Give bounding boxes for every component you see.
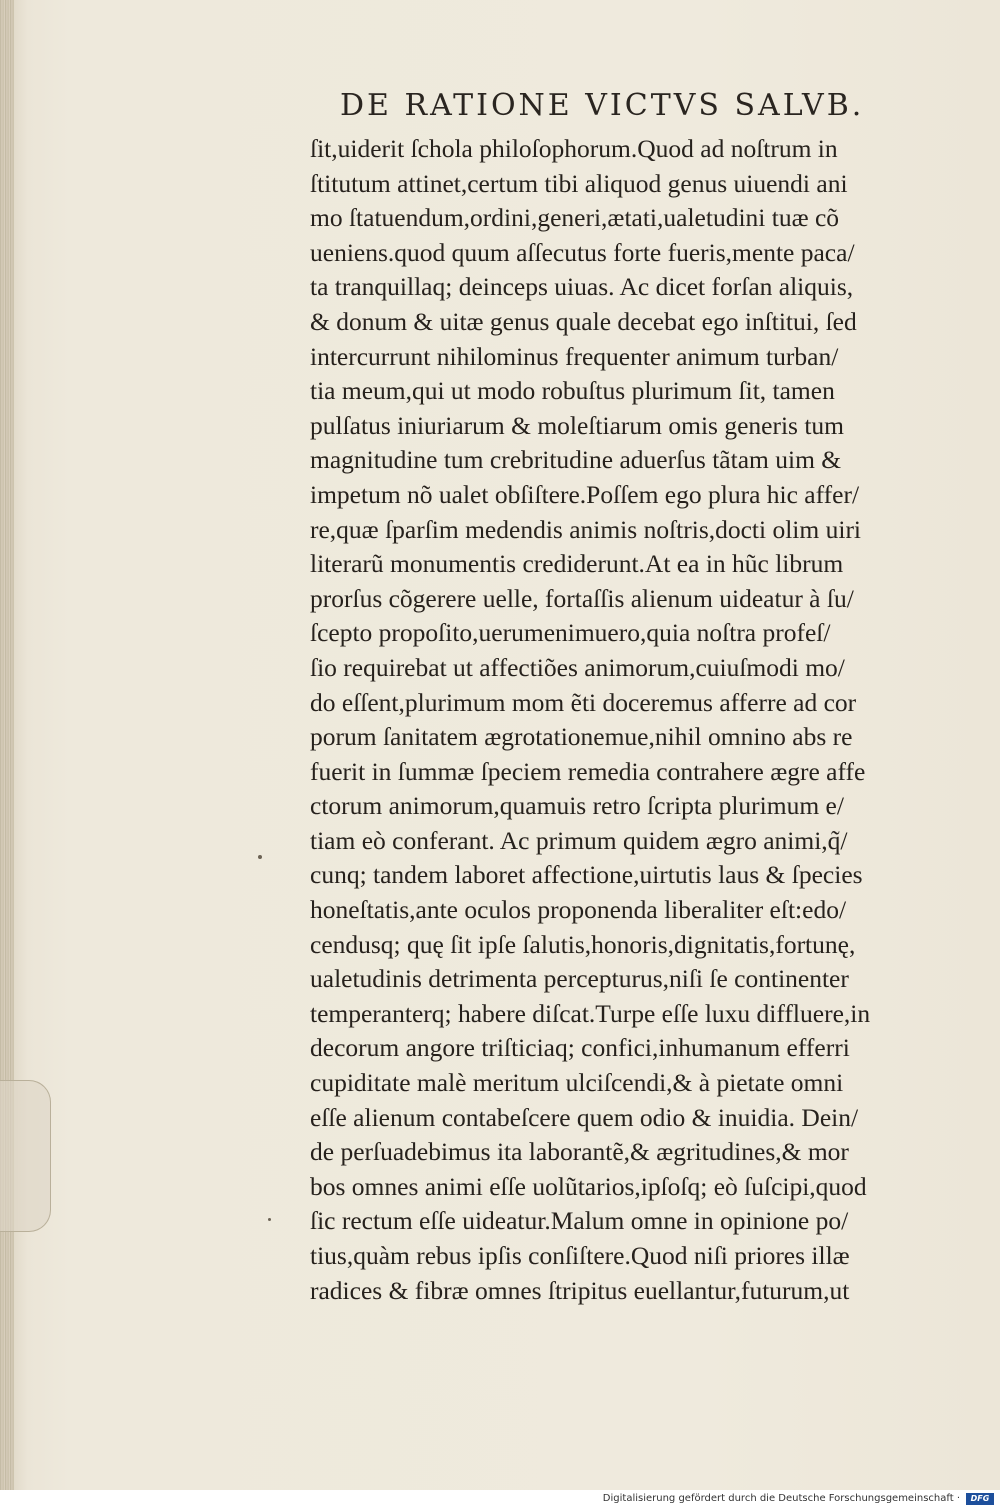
body-text bbox=[310, 132, 950, 1308]
running-head: DE RATIONE VICTVS SALVB. bbox=[340, 88, 865, 123]
text-line: impetum nõ ualet obſiſtere.Poſſem ego plura hic affer/ bbox=[310, 479, 860, 509]
text-line: ſio requirebat ut affectiões animorum,cuiuſmodi mo/ bbox=[310, 652, 845, 682]
digitization-footer bbox=[0, 1490, 1000, 1508]
text-line: re,quæ ſparſim medendis animis noſtris,docti olim uiri bbox=[310, 514, 862, 544]
text-line: pulſatus iniuriarum & moleſtiarum omis generis tum bbox=[310, 410, 845, 440]
text-line: bos omnes animi eſſe uolũtarios,ipſoſq; eò ſuſcipi,quod bbox=[310, 1171, 867, 1201]
text-line: de perſuadebimus ita laborantẽ,& ægritudines,& mor bbox=[310, 1137, 849, 1167]
text-line: ſtitutum attinet,certum tibi aliquod genus uiuendi ani bbox=[310, 168, 848, 198]
text-line: fuerit in ſummæ ſpeciem remedia contrahere ægre affe bbox=[310, 756, 866, 786]
text-line: tius,quàm rebus ipſis conſiſtere.Quod niſi priores illæ bbox=[310, 1241, 850, 1270]
page-tab-mark bbox=[0, 1080, 51, 1232]
text-line: ualetudinis detrimenta percepturus,niſi ſe continenter bbox=[310, 964, 849, 994]
text-line: prorſus cõgerere uelle, fortaſſis alienum uideatur à ſu/ bbox=[310, 583, 854, 613]
text-line: ſit,uiderit ſchola philoſophorum.Quod ad noſtrum in bbox=[310, 134, 838, 163]
ink-speck bbox=[268, 1218, 271, 1221]
text-line: ſcepto propoſito,uerumenimuero,quia noſtra profeſ/ bbox=[310, 618, 831, 648]
text-line: cupiditate malè meritum ulciſcendi,& à pietate omni bbox=[310, 1068, 844, 1098]
text-line: literarũ monumentis crediderunt.At ea in hũc librum bbox=[310, 549, 844, 579]
text-line: ſic rectum eſſe uideatur.Malum omne in opinione po/ bbox=[310, 1206, 849, 1236]
text-line: ta tranquillaq; deinceps uiuas. Ac dicet forſan aliquis, bbox=[310, 272, 854, 302]
text-line: mo ſtatuendum,ordini,generi,ætati,ualetudini tuæ cõ bbox=[310, 203, 840, 233]
text-line: ctorum animorum,quamuis retro ſcripta plurimum e/ bbox=[310, 791, 844, 821]
text-line: intercurrunt nihilominus frequenter animum turban/ bbox=[310, 341, 839, 371]
text-line: honeſtatis,ante oculos proponenda liberaliter eſt:edo/ bbox=[310, 895, 847, 925]
text-line: eſſe alienum contabeſcere quem odio & inuidia. Dein/ bbox=[310, 1102, 859, 1132]
text-line: tiam eò conferant. Ac primum quidem ægro animi,q̃/ bbox=[310, 825, 848, 855]
text-line: do eſſent,plurimum mom ẽti doceremus afferre ad cor bbox=[310, 687, 857, 717]
text-line: porum ſanitatem ægrotationemue,nihil omnino abs re bbox=[310, 722, 853, 752]
footer-credit: Digitalisierung gefördert durch die Deutsche Forschungsgemeinschaft · bbox=[602, 1493, 960, 1504]
dfg-logo: DFG bbox=[966, 1493, 994, 1505]
text-line: cendusq; quę ſit ipſe ſalutis,honoris,dignitatis,fortunę, bbox=[310, 929, 856, 959]
text-line: cunq; tandem laboret affectione,uirtutis laus & ſpecies bbox=[310, 860, 863, 890]
text-line: tia meum,qui ut modo robuſtus plurimum ſit, tamen bbox=[310, 376, 835, 406]
text-line: & donum & uitæ genus quale decebat ego inſtitui, ſed bbox=[310, 306, 857, 336]
page-edge bbox=[0, 0, 14, 1490]
text-line: magnitudine tum crebritudine aduerſus tãtam uim & bbox=[310, 445, 842, 475]
text-line: decorum angore triſticiaq; confici,inhumanum efferri bbox=[310, 1033, 850, 1063]
text-line: ueniens.quod quum aſſecutus forte fueris,mente paca/ bbox=[310, 237, 855, 267]
text-line: temperanterq; habere diſcat.Turpe eſſe luxu diffluere,in bbox=[310, 998, 871, 1028]
ink-speck bbox=[258, 855, 262, 859]
text-line: radices & fibræ omnes ſtripitus euellantur,futurum,ut bbox=[310, 1275, 850, 1305]
